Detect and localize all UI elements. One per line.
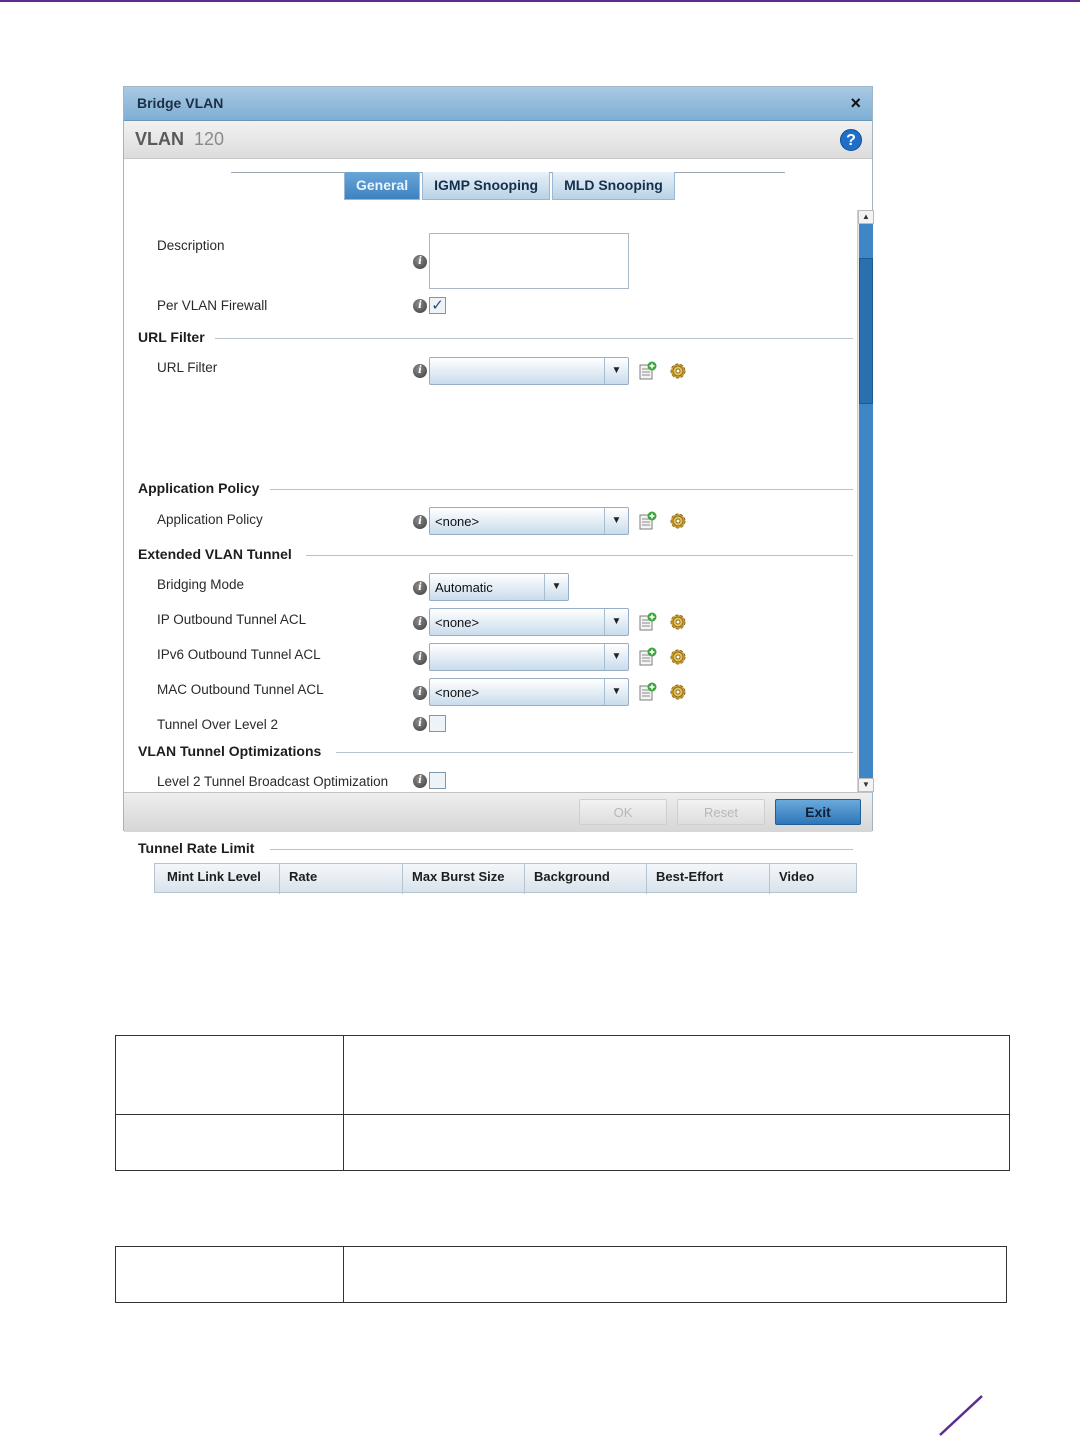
create-new-icon[interactable] bbox=[639, 682, 657, 702]
gear-icon[interactable] bbox=[668, 511, 688, 531]
ip-outbound-tunnel-acl-select[interactable] bbox=[429, 608, 629, 636]
chevron-down-icon[interactable]: ▼ bbox=[544, 574, 568, 600]
section-divider bbox=[306, 555, 853, 556]
vertical-scrollbar[interactable] bbox=[857, 210, 873, 792]
column-header[interactable]: Background bbox=[534, 869, 610, 884]
description-label: Description bbox=[157, 238, 225, 253]
info-icon[interactable]: i bbox=[413, 774, 427, 788]
column-separator bbox=[646, 864, 647, 894]
url-filter-section-title: URL Filter bbox=[138, 329, 215, 345]
info-icon[interactable]: i bbox=[413, 686, 427, 700]
mac-outbound-tunnel-acl-label: MAC Outbound Tunnel ACL bbox=[157, 682, 324, 697]
tab-general[interactable]: General bbox=[344, 172, 420, 200]
create-new-icon[interactable] bbox=[639, 361, 657, 381]
application-policy-section-title: Application Policy bbox=[138, 480, 269, 496]
table-cell bbox=[116, 1036, 344, 1115]
exit-button[interactable]: Exit bbox=[775, 799, 861, 825]
tunnel-rate-limit-section-title: Tunnel Rate Limit bbox=[138, 840, 264, 856]
mac-outbound-tunnel-acl-value: <none> bbox=[435, 685, 480, 700]
dialog-title: Bridge VLAN bbox=[137, 95, 224, 111]
column-separator bbox=[279, 864, 280, 894]
chevron-down-icon[interactable]: ▼ bbox=[604, 644, 628, 670]
column-header[interactable]: Best-Effort bbox=[656, 869, 724, 884]
column-separator bbox=[402, 864, 403, 894]
gear-icon[interactable] bbox=[668, 612, 688, 632]
url-filter-label: URL Filter bbox=[157, 360, 218, 375]
tunnel-over-level-2-label: Tunnel Over Level 2 bbox=[157, 717, 279, 732]
parameter-table-2 bbox=[115, 1246, 1007, 1303]
scroll-down-icon[interactable]: ▼ bbox=[858, 778, 874, 792]
l2-broadcast-optimization-label: Level 2 Tunnel Broadcast Optimization bbox=[157, 774, 389, 789]
create-new-icon[interactable] bbox=[639, 511, 657, 531]
info-icon[interactable]: i bbox=[413, 515, 427, 529]
table-cell bbox=[344, 1115, 1010, 1171]
ip-outbound-tunnel-acl-value: <none> bbox=[435, 615, 480, 630]
extended-vlan-tunnel-section-title: Extended VLAN Tunnel bbox=[138, 546, 302, 562]
column-header[interactable]: Mint Link Level bbox=[167, 869, 261, 884]
application-policy-value: <none> bbox=[435, 514, 480, 529]
rate-limit-grid-header bbox=[154, 863, 857, 893]
info-icon[interactable]: i bbox=[413, 717, 427, 731]
chevron-down-icon[interactable]: ▼ bbox=[604, 679, 628, 705]
per-vlan-firewall-label: Per VLAN Firewall bbox=[157, 298, 268, 313]
vlan-label: VLAN bbox=[135, 129, 184, 149]
tab-strip bbox=[344, 172, 677, 200]
ok-button[interactable]: OK bbox=[579, 799, 667, 825]
info-icon[interactable]: i bbox=[413, 299, 427, 313]
info-icon[interactable]: i bbox=[413, 616, 427, 630]
l2-broadcast-optimization-checkbox[interactable] bbox=[429, 772, 446, 789]
chevron-down-icon[interactable]: ▼ bbox=[604, 358, 628, 384]
dialog-titlebar bbox=[124, 87, 872, 121]
create-new-icon[interactable] bbox=[639, 612, 657, 632]
info-icon[interactable]: i bbox=[413, 255, 427, 269]
vlan-header bbox=[124, 121, 872, 159]
reset-button[interactable]: Reset bbox=[677, 799, 765, 825]
gear-icon[interactable] bbox=[668, 361, 688, 381]
table-row bbox=[116, 1036, 1010, 1115]
scroll-up-icon[interactable]: ▲ bbox=[858, 210, 874, 224]
mac-outbound-tunnel-acl-select[interactable] bbox=[429, 678, 629, 706]
create-new-icon[interactable] bbox=[639, 647, 657, 667]
section-divider bbox=[270, 489, 853, 490]
chevron-down-icon[interactable]: ▼ bbox=[604, 609, 628, 635]
table-cell bbox=[116, 1115, 344, 1171]
table-cell bbox=[344, 1036, 1010, 1115]
gear-icon[interactable] bbox=[668, 647, 688, 667]
page-top-rule bbox=[0, 0, 1080, 2]
per-vlan-firewall-checkbox[interactable]: ✓ bbox=[429, 297, 446, 314]
ipv6-outbound-tunnel-acl-select[interactable] bbox=[429, 643, 629, 671]
chevron-down-icon[interactable]: ▼ bbox=[604, 508, 628, 534]
section-divider bbox=[336, 752, 853, 753]
help-icon[interactable]: ? bbox=[840, 129, 862, 151]
vlan-tunnel-optimizations-section-title: VLAN Tunnel Optimizations bbox=[138, 743, 331, 759]
description-input[interactable] bbox=[429, 233, 629, 289]
table-row bbox=[116, 1115, 1010, 1171]
close-icon[interactable]: × bbox=[850, 93, 861, 113]
tab-igmp-snooping[interactable]: IGMP Snooping bbox=[422, 172, 550, 200]
ipv6-outbound-tunnel-acl-label: IPv6 Outbound Tunnel ACL bbox=[157, 647, 321, 662]
info-icon[interactable]: i bbox=[413, 581, 427, 595]
table-cell bbox=[344, 1247, 1007, 1303]
table-row bbox=[116, 1247, 1007, 1303]
info-icon[interactable]: i bbox=[413, 364, 427, 378]
bridging-mode-select[interactable] bbox=[429, 573, 569, 601]
column-separator bbox=[524, 864, 525, 894]
tab-mld-snooping[interactable]: MLD Snooping bbox=[552, 172, 675, 200]
column-header[interactable]: Video bbox=[779, 869, 815, 884]
column-header[interactable]: Max Burst Size bbox=[412, 869, 505, 884]
parameter-table-1 bbox=[115, 1035, 1010, 1171]
column-header[interactable]: Rate bbox=[289, 869, 318, 884]
info-icon[interactable]: i bbox=[413, 651, 427, 665]
dialog-footer bbox=[124, 792, 872, 832]
application-policy-label: Application Policy bbox=[157, 512, 263, 527]
bridge-vlan-dialog bbox=[123, 86, 873, 884]
section-divider bbox=[204, 338, 853, 339]
section-divider bbox=[270, 849, 853, 850]
tunnel-over-level-2-checkbox[interactable] bbox=[429, 715, 446, 732]
table-cell bbox=[116, 1247, 344, 1303]
url-filter-select[interactable] bbox=[429, 357, 629, 385]
application-policy-select[interactable] bbox=[429, 507, 629, 535]
gear-icon[interactable] bbox=[668, 682, 688, 702]
vlan-value: 120 bbox=[194, 129, 225, 149]
ip-outbound-tunnel-acl-label: IP Outbound Tunnel ACL bbox=[157, 612, 307, 627]
bridging-mode-value: Automatic bbox=[435, 580, 493, 595]
bridging-mode-label: Bridging Mode bbox=[157, 577, 245, 592]
scroll-thumb[interactable] bbox=[859, 258, 873, 404]
column-separator bbox=[769, 864, 770, 894]
brand-slash-mark bbox=[936, 1393, 986, 1437]
